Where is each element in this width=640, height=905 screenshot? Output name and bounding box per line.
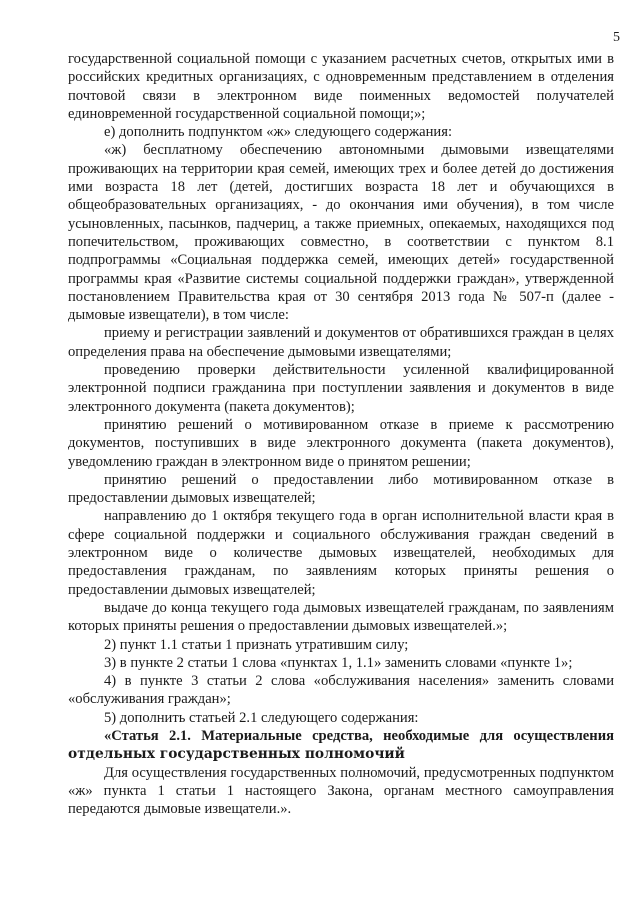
paragraph: 5) дополнить статьей 2.1 следующего содержания: — [104, 709, 419, 726]
page-number: 5 — [613, 30, 620, 45]
paragraph: «ж) бесплатному обеспечению автономными дымовыми извещателями проживающих на территории края семей, имеющих трех и более детей до достижения ими возраста 18 лет (детей, достигших возраста 18 лет и обучающихся в общеобразовательных организациях, - до окончания ими обучения), в том числе усыновленных, пасынков, падчериц, а также приемных, опекаемых, находящихся под попечительством, проживающих совместно, в соответствии с пунктом 8.1 подпрограммы «Социальная поддержка семей, имеющих детей» государственной программы края «Развитие системы социальной поддержки граждан», утвержденной постановлением Правительства края от 30 сентября 2013 года № 507-п (далее - дымовые извещатели), в том числе: — [68, 142, 614, 324]
paragraph: проведению проверки действительности усиленной квалифицированной электронной подписи гражданина при поступлении заявления и документов в виде электронного документа (пакета документов); — [68, 362, 614, 415]
paragraph: 4) в пункте 3 статьи 2 слова «обслуживания населения» заменить словами «обслуживания граждан»; — [68, 673, 614, 708]
final-paragraph: Для осуществления государственных полномочий, предусмотренных подпунктом «ж» пункта 1 статьи 1 настоящего Закона, органам местного самоуправления передаются дымовые извещатели.». — [68, 764, 614, 818]
paragraph: 3) в пункте 2 статьи 1 слова «пунктах 1, 1.1» заменить словами «пункте 1»; — [104, 654, 573, 671]
document-body — [68, 50, 614, 818]
paragraph: приему и регистрации заявлений и документов от обратившихся граждан в целях определения права на обеспечение дымовыми извещателями; — [68, 325, 614, 360]
paragraph: е) дополнить подпунктом «ж» следующего содержания: — [104, 124, 452, 141]
paragraph: 2) пункт 1.1 статьи 1 признать утратившим силу; — [104, 636, 409, 653]
paragraph: принятию решений о предоставлении либо мотивированном отказе в предоставлении дымовых извещателей; — [68, 471, 614, 507]
paragraph: государственной социальной помощи с указанием расчетных счетов, открытых ими в российских кредитных организациях, с одновременным представлением в отделения почтовой связи в электронном виде поименных ведомостей получателей единовременной государственной социальной помощи;»; — [68, 51, 614, 122]
article-heading-line2: отдельных государственных полномочий — [68, 746, 405, 763]
article-heading-line1: «Статья 2.1. Материальные средства, необходимые для осуществления — [104, 727, 614, 744]
paragraph: направлению до 1 октября текущего года в орган исполнительной власти края в сфере социальной поддержки и социального обслуживания граждан сведений в электронном виде о количестве дымовых извещателей, необходимых для предоставления гражданам, по заявлениям которых приняты решения о предоставлении дымовых извещателей; — [68, 508, 614, 598]
paragraph: выдаче до конца текущего года дымовых извещателей гражданам, по заявлениям которых приняты решения о предоставлении дымовых извещателей.»; — [68, 599, 614, 635]
paragraph: принятию решений о мотивированном отказе в приеме к рассмотрению документов, поступивших в виде электронного документа (пакета документов), уведомлению граждан в электронном виде о принятом решении; — [68, 416, 614, 470]
article-heading — [68, 727, 614, 764]
